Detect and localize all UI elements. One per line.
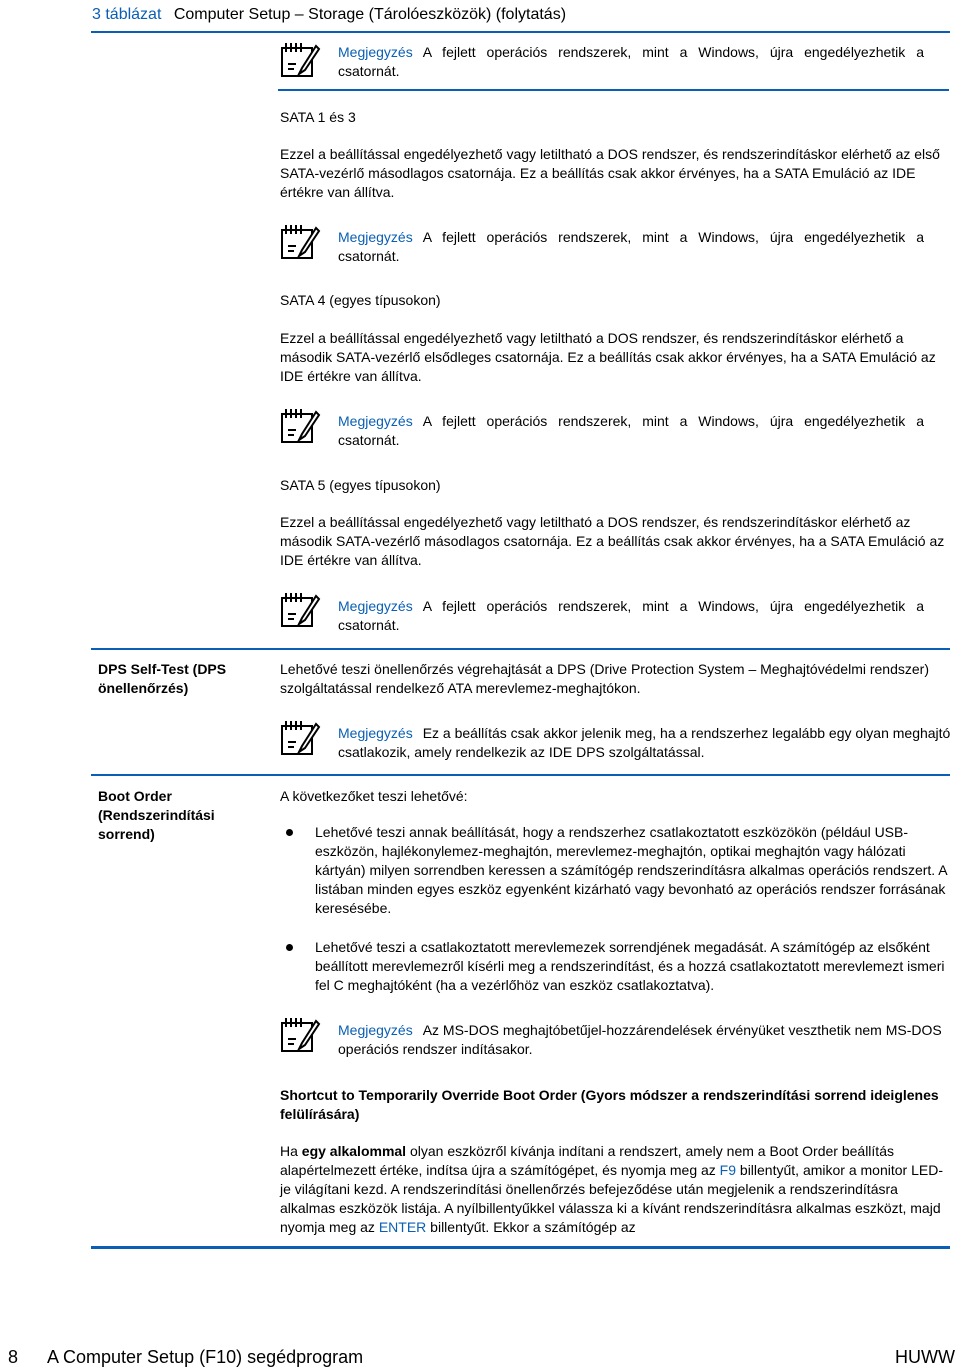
sata13-title: SATA 1 és 3: [280, 109, 356, 125]
shortcut-title: Shortcut to Temporarily Override Boot Order (Gyors módszer a rendszerindítási sorrend ideiglenes felülírására): [280, 1087, 939, 1122]
sc-t3: billentyűt. Ekkor a számítógép az: [430, 1219, 636, 1235]
boot-bullet-1: Lehetővé teszi annak beállítását, hogy a rendszerhez csatlakoztatott eszközökön (például USB-eszközön, hajlékonylemez-meghajtón, merevlemez-meghajtón, optikai meghajtón vagy hálózati kártyán) milyen sorrendben keressen a számítógép rendszerindításra alkalmas operációs rendszert. A listában minden egyes eszköz egyenként kizárható vagy bevonható az operációs rendszer forrásának keresésébe.: [315, 824, 947, 916]
note-label: Megjegyzés: [338, 413, 413, 429]
table-bottom-rule: [91, 1246, 950, 1249]
sc-ha: Ha: [280, 1143, 298, 1159]
sc-t1: olyan eszközről kívánja indítani a rendszert, amely nem a Boot Order beállítás alapértelmezett értéke, indítsa újra a számítógépet, és nyomja meg az: [280, 1143, 894, 1178]
brand-code: HUWW: [895, 1347, 955, 1367]
boot-heading: Boot Order (Rendszerindítási sorrend): [98, 788, 215, 842]
dps-heading: DPS Self-Test (DPS önellenőrzés): [98, 661, 227, 696]
shortcut-text: [280, 1142, 952, 1237]
table-title: Computer Setup – Storage (Tárolóeszközök) (folytatás): [173, 6, 567, 23]
note-body: A fejlett operációs rendszerek, mint a Windows, újra engedélyezhetik a csatornát.: [338, 413, 924, 448]
note-pencil-icon: [280, 222, 322, 262]
chapter-title: A Computer Setup (F10) segédprogram: [47, 1347, 364, 1367]
note-label: Megjegyzés: [338, 598, 413, 614]
row-divider: [91, 648, 950, 650]
note-label: Megjegyzés: [338, 229, 413, 245]
sc-t2: billentyűt, amikor a monitor LED-je világítani kezd. A rendszerindítási önellenőrzés befejeződése után megjelenik a rendszerindításra alkalmas eszközök listája. A nyílbillentyűkkel válassza ki a kívánt rendszerindításra alkalmas eszközt, majd nyomja meg az: [280, 1162, 943, 1235]
row-divider: [91, 774, 950, 776]
sata4-text: Ezzel a beállítással engedélyezhető vagy letiltható a DOS rendszer, és rendszerindításkor elérhető a második SATA-vezérlő elsődleges csatornája. Ez a beállítás csak akkor érvényes, ha a SATA Emuláció az IDE értékre van állítva.: [280, 330, 936, 384]
note-pencil-icon: [280, 406, 322, 446]
sata5-title-text: SATA 5: [280, 477, 326, 493]
key-f9: F9: [719, 1162, 737, 1178]
sc-bold: egy alkalommal: [301, 1143, 407, 1159]
sata5-text: Ezzel a beállítással engedélyezhető vagy letiltható a DOS rendszer, és rendszerindításkor elérhető az második SATA-vezérlő másodlagos csatornája. Ez a beállítás csak akkor érvényes, ha a SATA Emuláció az IDE értékre van állítva.: [280, 514, 945, 568]
note-pencil-icon: [280, 40, 322, 80]
boot-intro: A következőket teszi lehetővé:: [280, 788, 468, 804]
note-body: A fejlett operációs rendszerek, mint a Windows, újra engedélyezhetik a csatornát.: [338, 229, 924, 264]
note-pencil-icon: [280, 1015, 322, 1055]
note-body: A fejlett operációs rendszerek, mint a Windows, újra engedélyezhetik a csatornát.: [338, 598, 924, 633]
dps-text: Lehetővé teszi önellenőrzés végrehajtását a DPS (Drive Protection System – Meghajtóvédelmi rendszer) szolgáltatással rendelkező ATA merevlemez-meghajtókon.: [280, 661, 929, 696]
note-label: Megjegyzés: [338, 1022, 413, 1038]
boot-bullet-2: Lehetővé teszi a csatlakoztatott merevlemezek sorrendjének megadását. A számítógép az elsőként beállított merevlemezről kísérli meg a rendszerindítást, és a hozzá csatlakoztatott merevlemezt ismeri fel C meghajtóként (ha a vezérlőhöz van eszköz csatlakoztatva).: [315, 939, 945, 993]
table-label: 3 táblázat: [92, 6, 162, 23]
dps-note-body: Ez a beállítás csak akkor jelenik meg, ha a rendszerhez legalább egy olyan meghajtó csatlakozik, amely rendelkezik az IDE DPS szolgáltatással.: [338, 725, 951, 760]
note-text: [338, 228, 924, 266]
note-label: Megjegyzés: [338, 44, 413, 60]
note-text: [338, 43, 924, 81]
bullet-dot: [286, 829, 293, 836]
note-text: [338, 1021, 952, 1059]
page-number: 8: [8, 1347, 19, 1367]
note-pencil-icon: [280, 718, 322, 758]
sata4-title-text: SATA 4: [280, 292, 326, 308]
sata13-text: Ezzel a beállítással engedélyezhető vagy letiltható a DOS rendszer, és rendszerindításkor elérhető az első SATA-vezérlő másodlagos csatornája. Ez a beállítás csak akkor érvényes, ha a SATA Emuláció az IDE értékre van állítva.: [280, 146, 940, 200]
key-enter: ENTER: [378, 1219, 427, 1235]
boot-note-body: Az MS-DOS meghajtóbetűjel-hozzárendelések érvényüket veszthetik nem MS-DOS operációs rendszer indításakor.: [338, 1022, 942, 1057]
sata5-title-suffix: (egyes típusokon): [329, 477, 441, 493]
sata5-title: [280, 476, 441, 495]
sata4-title: [280, 291, 441, 310]
table-caption: [92, 5, 566, 25]
header-rule: [91, 31, 950, 33]
note-body: A fejlett operációs rendszerek, mint a Windows, újra engedélyezhetik a csatornát.: [338, 44, 924, 79]
note-label: Megjegyzés: [338, 725, 413, 741]
note-rule: [278, 89, 949, 91]
note-text: [338, 597, 924, 635]
bullet-dot: [286, 944, 293, 951]
sata4-title-suffix: (egyes típusokon): [329, 292, 441, 308]
note-text: [338, 412, 924, 450]
note-text: [338, 724, 952, 762]
note-pencil-icon: [280, 590, 322, 630]
